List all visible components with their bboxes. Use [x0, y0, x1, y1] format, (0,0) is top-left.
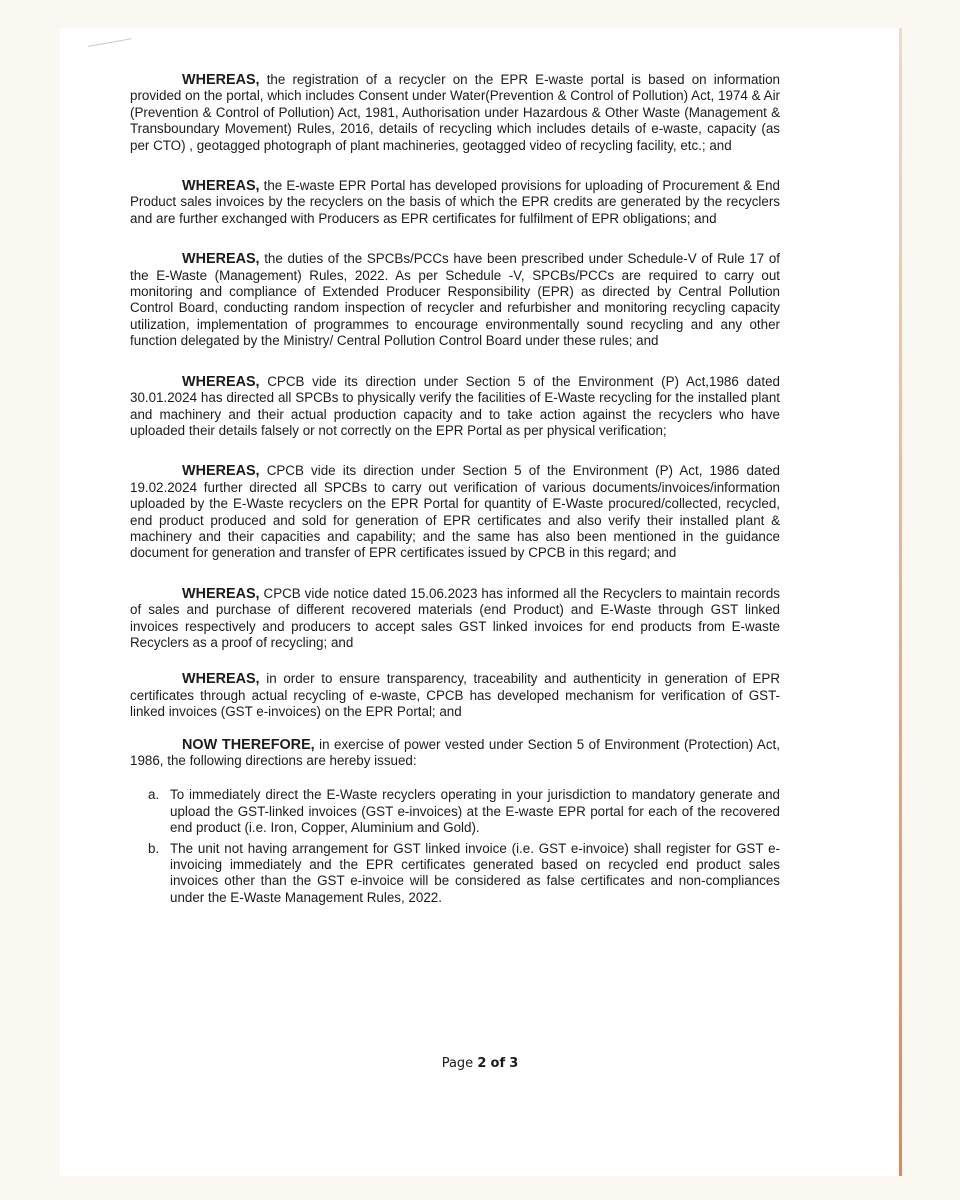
- whereas-paragraph-invoice-upload: [130, 178, 780, 227]
- direction-text: The unit not having arrangement for GST linked invoice (i.e. GST e-invoice) shall register for GST e-invoicing immediately and the EPR certificates generated based on recycled end product sales invoices other than the GST e-invoice will be considered as false certificates and non-compliances under the E-Waste Management Rules, 2022.: [170, 840, 780, 905]
- paragraph-text: the E-waste EPR Portal has developed provisions for uploading of Procurement & End Product sales invoices by the recyclers on the basis of which the EPR credits are generated by the recyclers and are further exchanged with Producers as EPR certificates for fulfilment of EPR obligations; and: [130, 178, 780, 226]
- page-edge-shadow: [899, 28, 902, 1176]
- current-page-number: 2: [477, 1056, 487, 1071]
- now-therefore-paragraph: [130, 737, 780, 770]
- page-label: Page: [441, 1056, 474, 1071]
- paragraph-text: in order to ensure transparency, traceability and authenticity in generation of EPR certificates through actual recycling of e-waste, CPCB has developed mechanism for verification of GST-linked invoices (GST e-invoices) on the EPR Portal; and: [130, 671, 780, 720]
- paragraph-lead: WHEREAS,: [182, 463, 260, 480]
- paragraph-lead: WHEREAS,: [182, 72, 260, 88]
- list-marker: a.: [148, 787, 160, 803]
- paragraph-lead: WHEREAS,: [182, 178, 260, 195]
- total-page-count: 3: [509, 1056, 519, 1071]
- paragraph-lead: WHEREAS,: [182, 585, 260, 602]
- page-number: [0, 1056, 960, 1071]
- paragraph-lead: WHEREAS,: [182, 373, 260, 390]
- paragraph-text: CPCB vide its direction under Section 5 of the Environment (P) Act, 1986 dated 19.02.2024 further directed all SPCBs to carry out verification of various documents/invoices/information uploaded by the E-Waste recyclers on the EPR Portal for quantity of E-Waste procured/collected, recycled, end product produced and sold for generation of EPR certificates and also verify their installed plant & machinery and their capacities and capability; and the same has also been mentioned in the guidance document for generation and transfer of EPR certificates issued by CPCB in this regard; and: [130, 463, 780, 561]
- paragraph-lead: NOW THEREFORE,: [182, 736, 315, 753]
- paragraph-text: the duties of the SPCBs/PCCs have been prescribed under Schedule-V of Rule 17 of the E-Waste (Management) Rules, 2022. As per Schedule -V, SPCBs/PCCs are required to carry out monitoring and compliance of Extended Producer Responsibility (EPR) as directed by Central Pollution Control Board, conducting random inspection of recycler and refurbisher and monitoring recycling capacity utilization, implementation of programmes to encourage environmentally sound recycling and any other function delegated by the Ministry/ Central Pollution Control Board under these rules; and: [130, 251, 780, 349]
- whereas-paragraph-transparency: [130, 671, 780, 720]
- paragraph-text: in exercise of power vested under Section 5 of Environment (Protection) Act, 1986, the following directions are hereby issued:: [130, 736, 780, 768]
- document-body: [130, 72, 780, 910]
- paragraph-text: CPCB vide its direction under Section 5 of the Environment (P) Act,1986 dated 30.01.2024 has directed all SPCBs to physically verify the facilities of E-Waste recycling for the installed plant and machinery and their actual production capacity and to take action against the recyclers who have uploaded their details falsely or not correctly on the EPR Portal as per physical verification;: [130, 373, 780, 438]
- paragraph-text: the registration of a recycler on the EPR E-waste portal is based on information provided on the portal, which includes Consent under Water(Prevention & Control of Pollution) Act, 1974 & Air (Prevention & Control of Pollution) Act, 1981, Authorisation under Hazardous & Other Waste (Management & Transboundary Movement) Rules, 2016, details of recycling which includes details of e-waste, capacity (as per CTO) , geotagged photograph of plant machineries, geotagged video of recycling facility, etc.; and: [130, 72, 780, 153]
- paragraph-lead: WHEREAS,: [182, 671, 260, 688]
- direction-item-a: [130, 787, 780, 836]
- directions-list: [130, 787, 780, 906]
- whereas-paragraph-portal-registration: [130, 72, 780, 154]
- list-marker: b.: [148, 840, 160, 856]
- direction-text: To immediately direct the E-Waste recyclers operating in your jurisdiction to mandatory generate and upload the GST-linked invoices (GST e-invoices) at the E-waste EPR portal for each of the recovered end product (i.e. Iron, Copper, Aluminium and Gold).: [170, 787, 780, 836]
- paragraph-lead: WHEREAS,: [182, 251, 260, 268]
- whereas-paragraph-gst-notice: [130, 586, 780, 652]
- stray-pen-mark: [88, 38, 132, 47]
- direction-item-b: [130, 841, 780, 907]
- whereas-paragraph-document-verification: [130, 463, 780, 561]
- whereas-paragraph-spcb-duties: [130, 251, 780, 349]
- paragraph-text: CPCB vide notice dated 15.06.2023 has informed all the Recyclers to maintain records of sales and purchase of different recovered materials (end Product) and E-Waste through GST linked invoices respectively and producers to accept sales GST linked invoices for end products from E-waste Recyclers as a proof of recycling; and: [130, 585, 780, 650]
- whereas-paragraph-physical-verification: [130, 374, 780, 440]
- page-of-label: of: [490, 1056, 506, 1071]
